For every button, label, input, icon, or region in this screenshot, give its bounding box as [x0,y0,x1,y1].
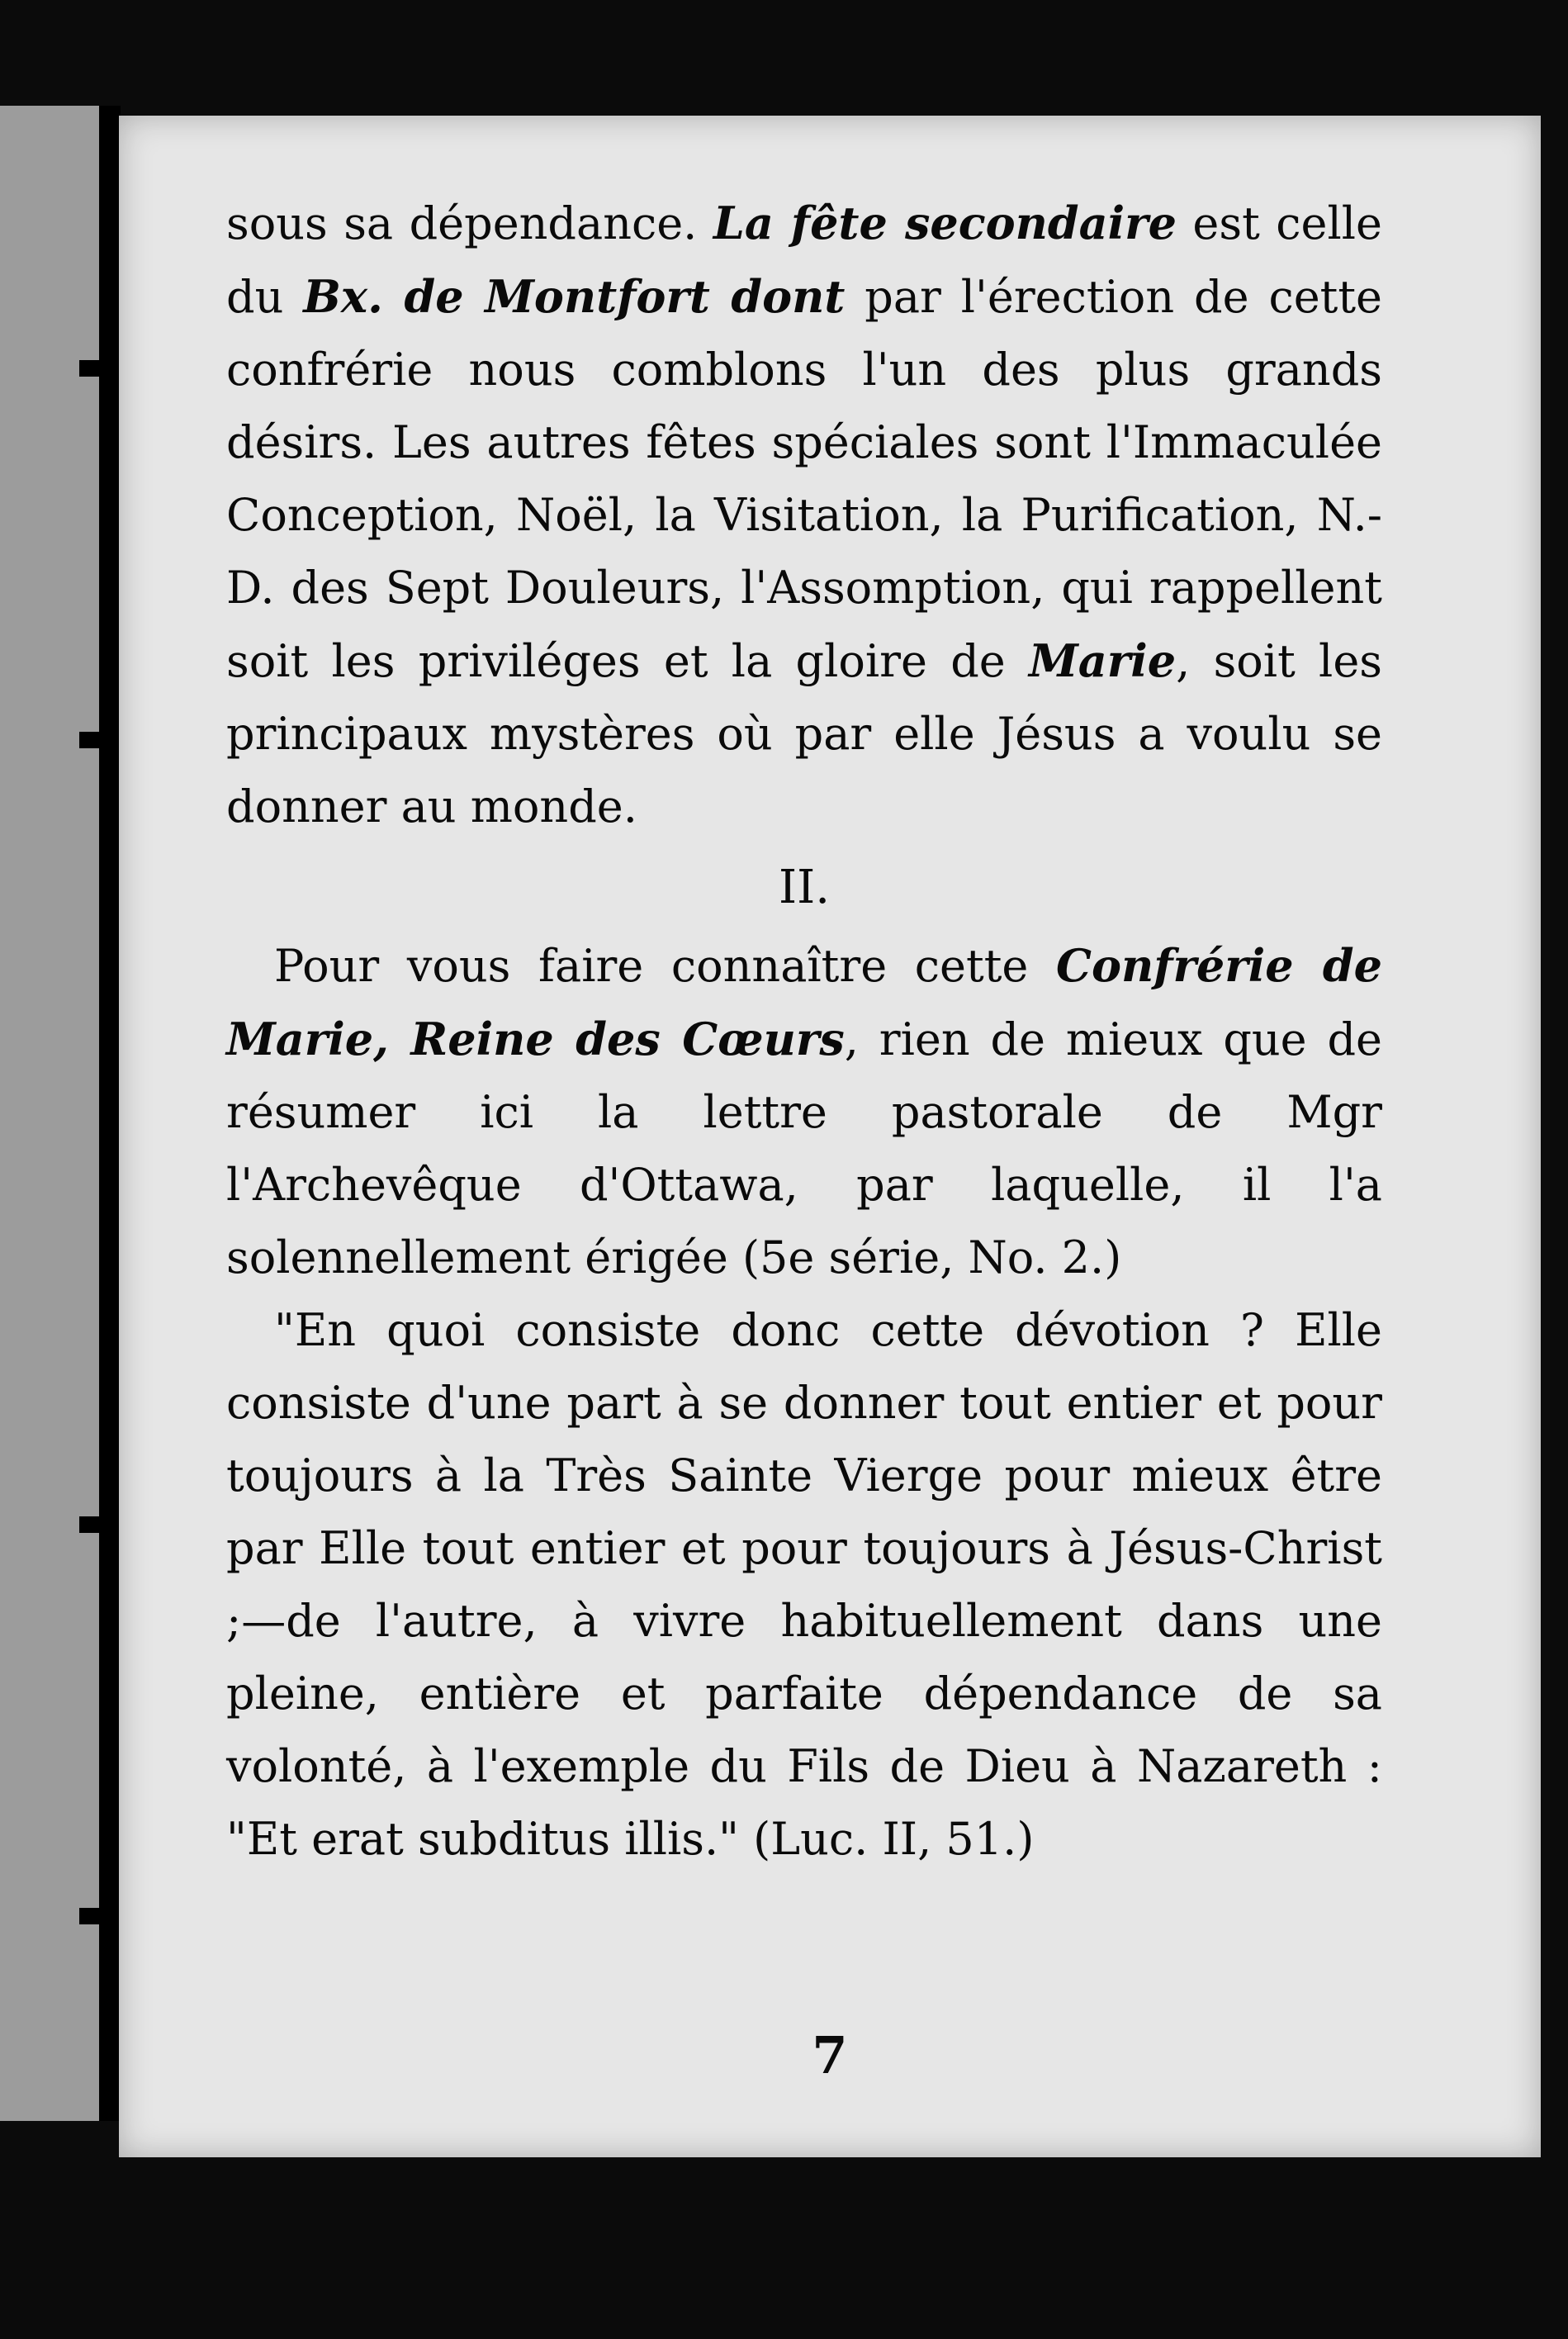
paragraph-1 [226,187,1382,843]
left-page-edge [0,106,106,2121]
paragraph-3: "En quoi consiste donc cette dévotion ? Elle consiste d'une part à se donner tout entier et pour toujours à la Très Sainte Vierge pour mieux être par Elle tout entier et pour toujours à Jésus-Christ ;—de l'autre, à vivre habituellement dans une pleine, entière et parfaite dépendance de sa volonté, à l'exemple du Fils de Dieu à Nazareth : "Et erat subditus illis." (Luc. II, 51.) [226,1304,1382,1865]
book-spine [99,106,121,2121]
italic-run: Bx. de Montfort dont [303,270,846,323]
page-text [226,187,1382,1876]
italic-run: Confrérie de Marie, Reine des Cœurs [226,939,1383,1065]
text-run: est celle du [226,197,1382,323]
paragraph-2 [226,929,1382,1294]
italic-run: Marie [1029,634,1177,687]
book-page [119,116,1541,2157]
text-run: , rien de mieux que de résumer ici la lettre pastorale de Mgr l'Archevêque d'Ottawa, par laquelle, il l'a solennellement érigée (5e série, No. 2.) [226,1013,1383,1283]
text-run: sous sa dépendance. [226,197,713,249]
section-heading: II. [778,861,831,914]
text-run: par l'érection de cette confrérie nous comblons l'un des plus grands désirs. Les autres fêtes spéciales sont l'Immaculée Conception, Noël, la Visitation, la Purification, N.-D. des Sept Douleurs, l'Assomption, qui rappellent soit les priviléges et la gloire de [226,271,1383,687]
text-run: , soit les principaux mystères où par elle Jésus a voulu se donner au monde. [226,635,1382,833]
page-number: 7 [812,2025,848,2085]
text-run: Pour vous faire connaître cette [274,940,1056,992]
italic-run: La fête secondaire [713,197,1177,249]
